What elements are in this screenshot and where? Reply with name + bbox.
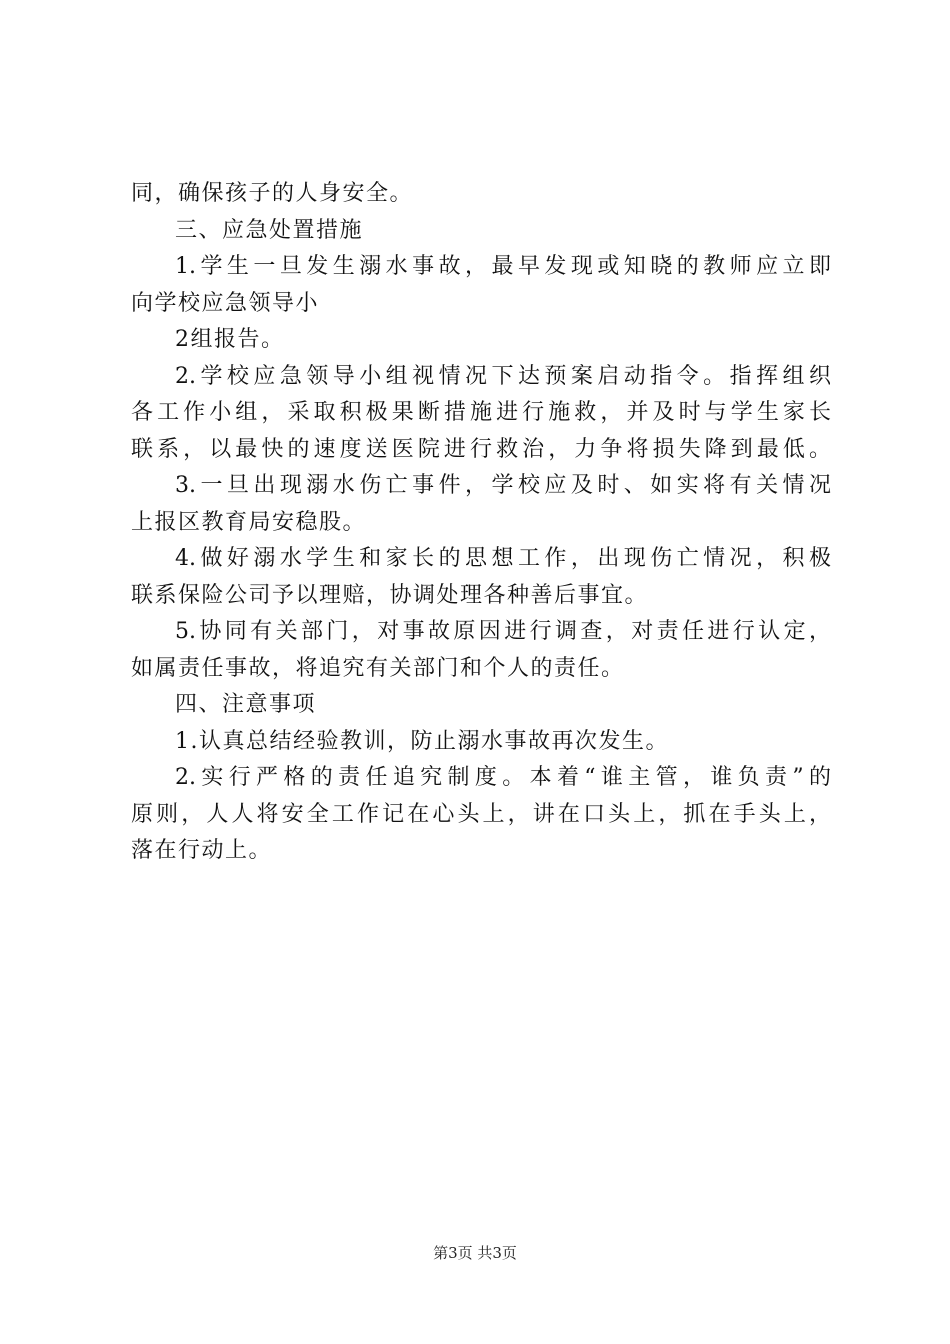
paragraph-line: 同，确保孩子的人身安全。 xyxy=(131,181,414,206)
paragraph-line: 1.认真总结经验教训，防止溺水事故再次发生。 xyxy=(175,728,669,754)
paragraph-line: 联系，以最快的速度送医院进行救治，力争将损失降到最低。 xyxy=(131,436,831,462)
paragraph-line: 联系保险公司予以理赔，协调处理各种善后事宜。 xyxy=(131,582,649,608)
paragraph-line: 2.实行严格的责任追究制度。本着“谁主管，谁负责”的 xyxy=(175,765,831,790)
paragraph-line: 如属责任事故，将追究有关部门和个人的责任。 xyxy=(131,655,625,681)
paragraph-line: 各工作小组，采取积极果断措施进行施救，并及时与学生家长 xyxy=(131,400,831,425)
paragraph-line: 3.一旦出现溺水伤亡事件，学校应及时、如实将有关情况 xyxy=(175,473,831,498)
paragraph-line: 上报区教育局安稳股。 xyxy=(131,509,367,535)
paragraph-line: 1.学生一旦发生溺水事故，最早发现或知晓的教师应立即 xyxy=(175,254,831,279)
section-heading: 四、注意事项 xyxy=(175,692,317,717)
paragraph-line: 落在行动上。 xyxy=(131,838,273,863)
section-heading: 三、应急处置措施 xyxy=(175,217,364,243)
paragraph-line: 4.做好溺水学生和家长的思想工作，出现伤亡情况，积极 xyxy=(175,546,831,571)
paragraph-line: 向学校应急领导小 xyxy=(131,290,320,316)
document-body xyxy=(131,176,831,870)
paragraph-line: 2组报告。 xyxy=(175,327,285,352)
page-number-footer: 第3页 共3页 xyxy=(433,1244,517,1262)
paragraph-line: 原则，人人将安全工作记在心头上，讲在口头上，抓在手头上， xyxy=(131,801,831,827)
paragraph-line: 2.学校应急领导小组视情况下达预案启动指令。指挥组织 xyxy=(175,363,831,389)
paragraph-line: 5.协同有关部门，对事故原因进行调查，对责任进行认定， xyxy=(175,619,831,644)
